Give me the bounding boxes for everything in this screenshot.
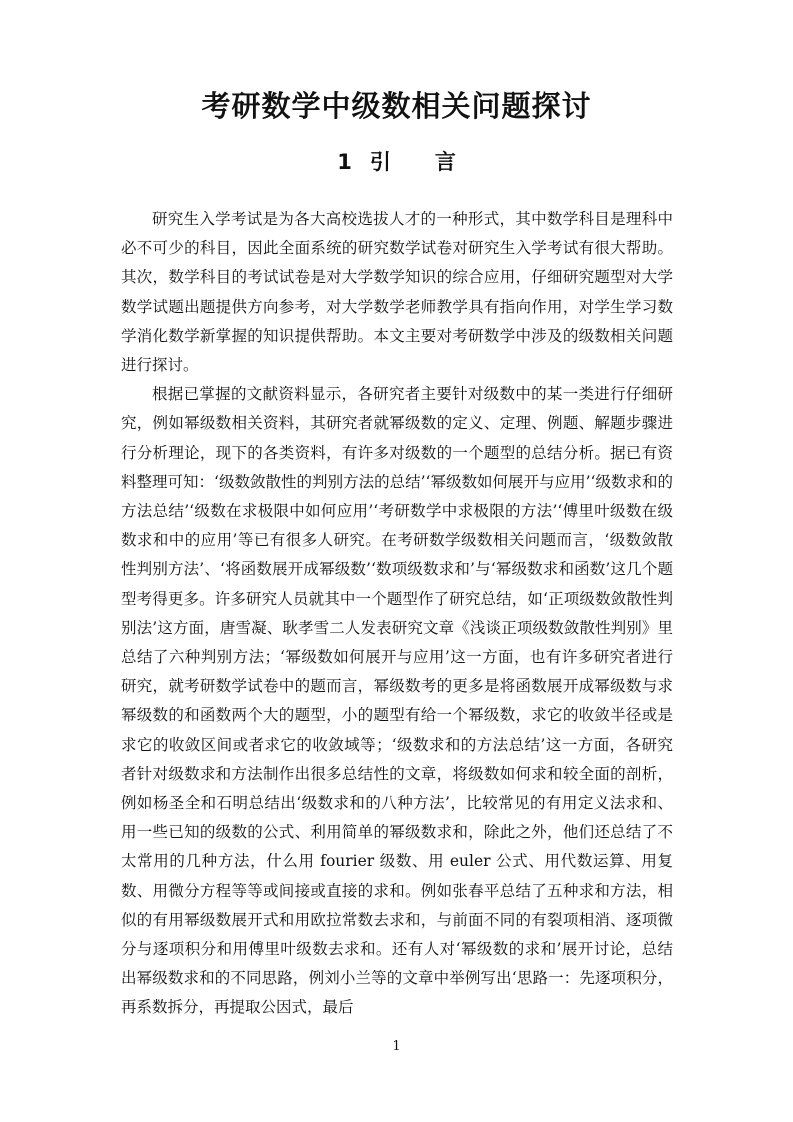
section-title-char-2: 言 [434,150,456,174]
section-number: 1 [337,150,352,174]
document-title: 考研数学中级数相关问题探讨 [201,89,592,123]
section-title-char-1: 引 [369,150,391,174]
body-text [121,205,673,1023]
section-heading [0,146,793,178]
paragraph-2: 根据已掌握的文献资料显示，各研究者主要针对级数中的某一类进行仔细研究，例如幂级数相关资料，其研究者就幂级数的定义、定理、例题、解题步骤进行分析理论，现下的各类资料，有许多对级数的一个题型的总结分析。据已有资料整理可知：‘级数敛散性的判别方法的总结’‘幂级数如何展开与应用’‘级数求和的方法总结’‘级数在求极限中如何应用’‘考研数学中求极限的方法’‘傅里叶级数在级数求和中的应用’等已有很多人研究。在考研数学级数相关问题而言，‘级数敛散性判别方法’、‘将函数展开成幂级数’‘数项级数求和’与‘幂级数求和函数’这几个题型考得更多。许多研究人员就其中一个题型作了研究总结，如‘正项级数敛散性判别法’这方面，唐雪凝、耿孝雪二人发表研究文章《浅谈正项级数敛散性判别》里总结了六种判别方法；‘幂级数如何展开与应用’这一方面，也有许多研究者进行研究，就考研数学试卷中的题而言，幂级数考的更多是将函数展开成幂级数与求幂级数的和函数两个大的题型，小的题型有给一个幂级数，求它的收敛半径或是求它的收敛区间或者求它的收敛域等；‘级数求和的方法总结’这一方面，各研究者针对级数求和方法制作出很多总结性的文章，将级数如何求和较全面的剖析，例如杨圣全和石明总结出‘级数求和的八种方法’，比较常见的有用定义法求和、用一些已知的级数的公式、利用简单的幂级数求和，除此之外，他们还总结了不太常用的几种方法，什么用 fourier 级数、用 euler 公式、用代数运算、用复数、用微分方程等等或间接或直接的求和。例如张春平总结了五种求和方法，相似的有用幂级数展开式和用欧拉常数去求和，与前面不同的有裂项相消、逐项微分与逐项积分和用傅里叶级数去求和。还有人对‘幂级数的求和’展开讨论，总结出幂级数求和的不同思路，例刘小兰等的文章中举例写出‘思路一：先逐项积分，再系数拆分，再提取公因式，最后 [121,385,673,1017]
paragraph-1: 研究生入学考试是为各大高校选拔人才的一种形式，其中数学科目是理科中必不可少的科目，因此全面系统的研究数学试卷对研究生入学考试有很大帮助。其次，数学科目的考试试卷是对大学数学知识的综合应用，仔细研究题型对大学数学试题出题提供方向参考，对大学数学老师教学具有指向作用，对学生学习数学消化数学新掌握的知识提供帮助。本文主要对考研数学中涉及的级数相关问题进行探讨。 [121,210,673,375]
page-number: 1 [392,1039,401,1054]
